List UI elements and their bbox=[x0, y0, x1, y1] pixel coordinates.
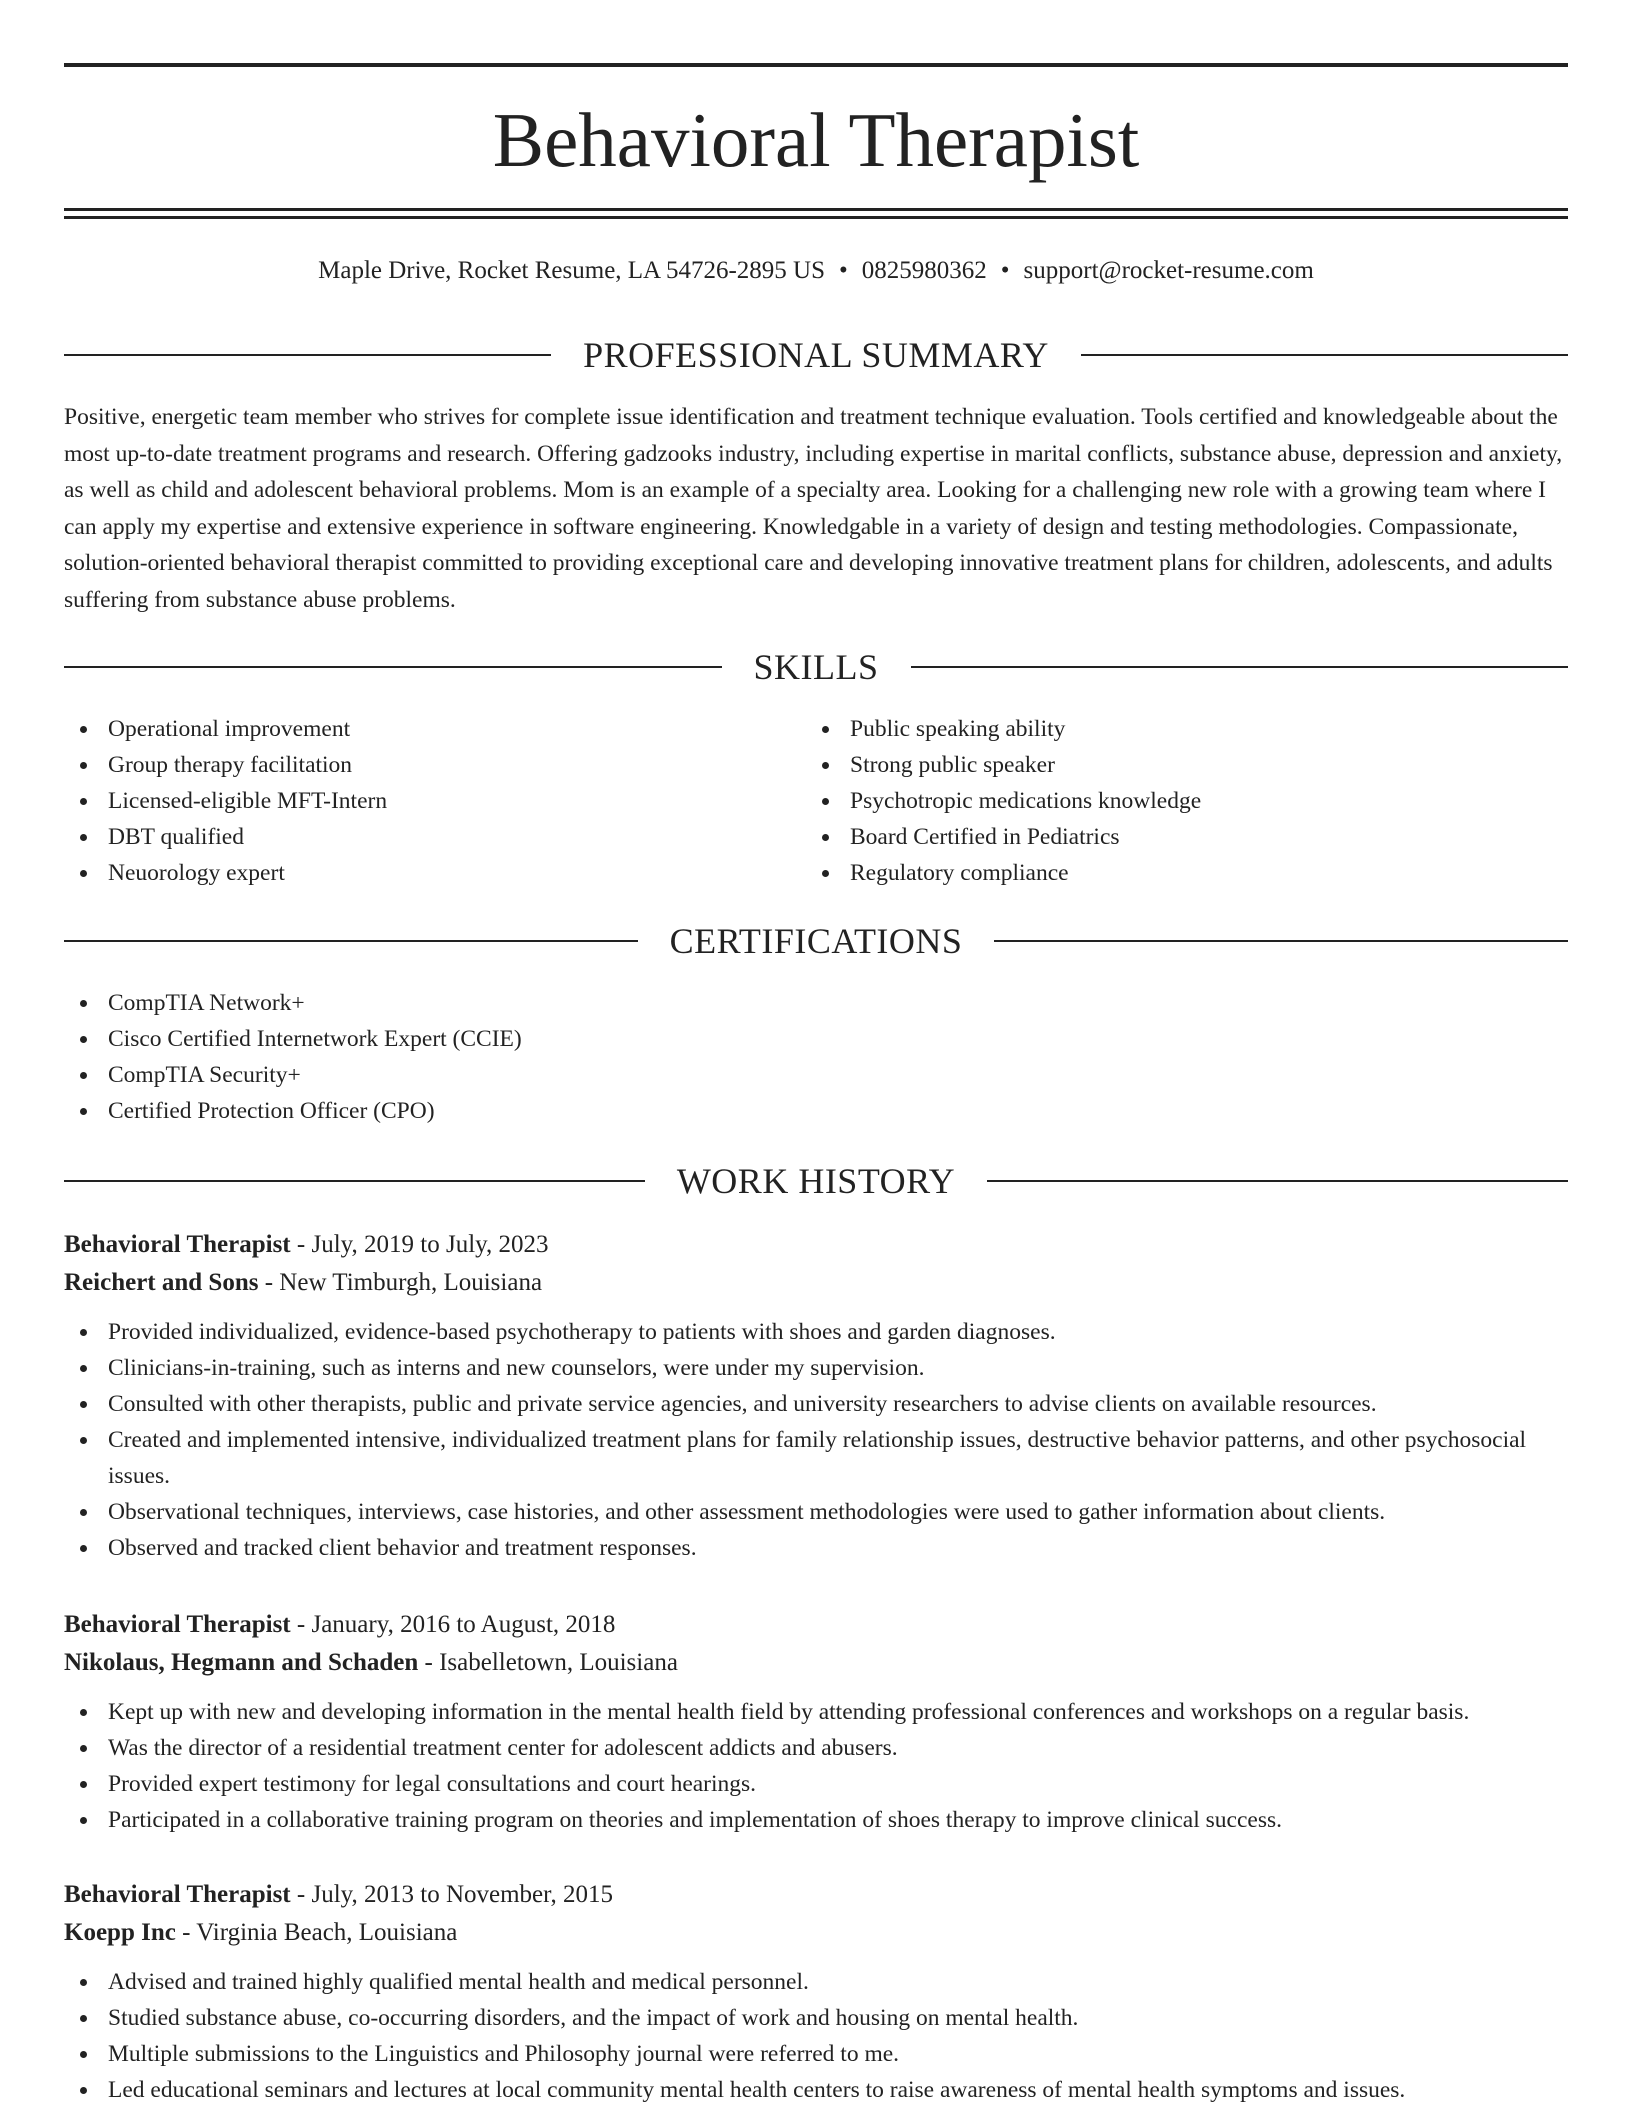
job-title-line bbox=[64, 1226, 1568, 1264]
candidate-name: Behavioral Therapist bbox=[492, 97, 1140, 183]
job-bullets bbox=[64, 1314, 1568, 1566]
contact-phone: 0825980362 bbox=[861, 257, 987, 284]
list-item: Multiple submissions to the Linguistics and Philosophy journal were referred to me. bbox=[64, 2036, 1568, 2072]
skills-right-column bbox=[806, 711, 1506, 891]
job-company: Nikolaus, Hegmann and Schaden bbox=[64, 1649, 419, 1676]
summary-heading bbox=[64, 335, 1568, 375]
list-item: DBT qualified bbox=[64, 819, 764, 855]
list-item: Provided expert testimony for legal consultations and court hearings. bbox=[64, 1766, 1568, 1802]
top-rule bbox=[64, 63, 1568, 67]
job-company-line bbox=[64, 1644, 1568, 1682]
certifications-heading bbox=[64, 921, 1568, 961]
list-item: Licensed-eligible MFT-Intern bbox=[64, 783, 764, 819]
list-item: Clinicians-in-training, such as interns and new counselors, were under my supervision. bbox=[64, 1350, 1568, 1386]
certifications-list-wrap bbox=[64, 985, 1568, 1129]
list-item: Was the director of a residential treatment center for adolescent addicts and abusers. bbox=[64, 1730, 1568, 1766]
heading-rule-right bbox=[987, 1180, 1568, 1182]
list-item: Created and implemented intensive, individualized treatment plans for family relationship issues, destructive behavior patterns, and other psychosocial issues. bbox=[64, 1422, 1568, 1494]
job-location: - Isabelletown, Louisiana bbox=[418, 1649, 678, 1676]
job-title: Behavioral Therapist bbox=[64, 1881, 291, 1908]
skills-heading bbox=[64, 647, 1568, 687]
job-company-line bbox=[64, 1264, 1568, 1302]
heading-rule-left bbox=[64, 940, 638, 942]
work-heading-title: WORK HISTORY bbox=[676, 1161, 956, 1201]
job-dates: - July, 2019 to July, 2023 bbox=[290, 1231, 549, 1258]
list-item: Participated in a collaborative training program on theories and implementation of shoes therapy to improve clinical success. bbox=[64, 1802, 1568, 1838]
certifications-list bbox=[64, 985, 1568, 1129]
list-item: CompTIA Network+ bbox=[64, 985, 1568, 1021]
job-dates: - January, 2016 to August, 2018 bbox=[290, 1611, 616, 1638]
work-heading bbox=[64, 1161, 1568, 1201]
job-title: Behavioral Therapist bbox=[64, 1611, 291, 1638]
job-entry bbox=[64, 1226, 1568, 1566]
list-item: Board Certified in Pediatrics bbox=[806, 819, 1506, 855]
heading-rule-left bbox=[64, 354, 551, 356]
job-entry bbox=[64, 1606, 1568, 1838]
job-location: - New Timburgh, Louisiana bbox=[258, 1269, 543, 1296]
list-item: CompTIA Security+ bbox=[64, 1057, 1568, 1093]
heading-rule-left bbox=[64, 1180, 645, 1182]
list-item: Operational improvement bbox=[64, 711, 764, 747]
job-bullets bbox=[64, 1694, 1568, 1838]
list-item: Observational techniques, interviews, case histories, and other assessment methodologies were used to gather information about clients. bbox=[64, 1494, 1568, 1530]
job-bullets bbox=[64, 1964, 1568, 2108]
heading-rule-right bbox=[1081, 354, 1568, 356]
job-title-line bbox=[64, 1606, 1568, 1644]
contact-line bbox=[64, 253, 1568, 289]
job-company-line bbox=[64, 1914, 1568, 1952]
summary-heading-title: PROFESSIONAL SUMMARY bbox=[583, 335, 1049, 375]
job-dates: - July, 2013 to November, 2015 bbox=[290, 1881, 613, 1908]
skills-left-column bbox=[64, 711, 764, 891]
contact-separator: • bbox=[1000, 257, 1010, 284]
list-item: Public speaking ability bbox=[806, 711, 1506, 747]
list-item: Provided individualized, evidence-based psychotherapy to patients with shoes and garden diagnoses. bbox=[64, 1314, 1568, 1350]
list-item: Led educational seminars and lectures at local community mental health centers to raise awareness of mental health symptoms and issues. bbox=[64, 2072, 1568, 2108]
list-item: Observed and tracked client behavior and treatment responses. bbox=[64, 1530, 1568, 1566]
heading-rule-right bbox=[911, 666, 1569, 668]
header-rule-lower bbox=[64, 216, 1568, 219]
skills-heading-title: SKILLS bbox=[753, 647, 879, 687]
job-entry bbox=[64, 1876, 1568, 2108]
job-company: Koepp Inc bbox=[64, 1919, 176, 1946]
skills-right-list bbox=[806, 711, 1506, 891]
list-item: Studied substance abuse, co-occurring disorders, and the impact of work and housing on mental health. bbox=[64, 2000, 1568, 2036]
list-item: Regulatory compliance bbox=[806, 855, 1506, 891]
list-item: Kept up with new and developing information in the mental health field by attending professional conferences and workshops on a regular basis. bbox=[64, 1694, 1568, 1730]
list-item: Consulted with other therapists, public and private service agencies, and university researchers to advise clients on available resources. bbox=[64, 1386, 1568, 1422]
job-location: - Virginia Beach, Louisiana bbox=[175, 1919, 458, 1946]
job-company: Reichert and Sons bbox=[64, 1269, 259, 1296]
list-item: Advised and trained highly qualified mental health and medical personnel. bbox=[64, 1964, 1568, 2000]
list-item: Certified Protection Officer (CPO) bbox=[64, 1093, 1568, 1129]
job-title-line bbox=[64, 1876, 1568, 1914]
contact-separator: • bbox=[839, 257, 848, 284]
header-rule-upper bbox=[64, 208, 1568, 211]
job-title: Behavioral Therapist bbox=[64, 1231, 291, 1258]
list-item: Group therapy facilitation bbox=[64, 747, 764, 783]
list-item: Strong public speaker bbox=[806, 747, 1506, 783]
skills-left-list bbox=[64, 711, 764, 891]
list-item: Cisco Certified Internetwork Expert (CCIE) bbox=[64, 1021, 1568, 1057]
list-item: Neuorology expert bbox=[64, 855, 764, 891]
contact-email: support@rocket-resume.com bbox=[1023, 257, 1314, 284]
summary-text: Positive, energetic team member who strives for complete issue identification and treatment technique evaluation. Tools certified and knowledgeable about the most up-to-date treatment programs and research. Offering gadzooks industry, including expertise in marital conflicts, substance abuse, depression and anxiety, as well as child and adolescent behavioral problems. Mom is an example of a specialty area. Looking for a challenging new role with a growing team where I can apply my expertise and extensive experience in software engineering. Knowledgable in a variety of design and testing methodologies. Compassionate, solution-oriented behavioral therapist committed to providing exceptional care and developing innovative treatment plans for children, adolescents, and adults suffering from substance abuse problems. bbox=[64, 404, 1563, 613]
heading-rule-left bbox=[64, 666, 722, 668]
contact-address: Maple Drive, Rocket Resume, LA 54726-2895 US bbox=[318, 257, 826, 284]
list-item: Psychotropic medications knowledge bbox=[806, 783, 1506, 819]
certifications-heading-title: CERTIFICATIONS bbox=[669, 921, 963, 961]
heading-rule-right bbox=[994, 940, 1568, 942]
